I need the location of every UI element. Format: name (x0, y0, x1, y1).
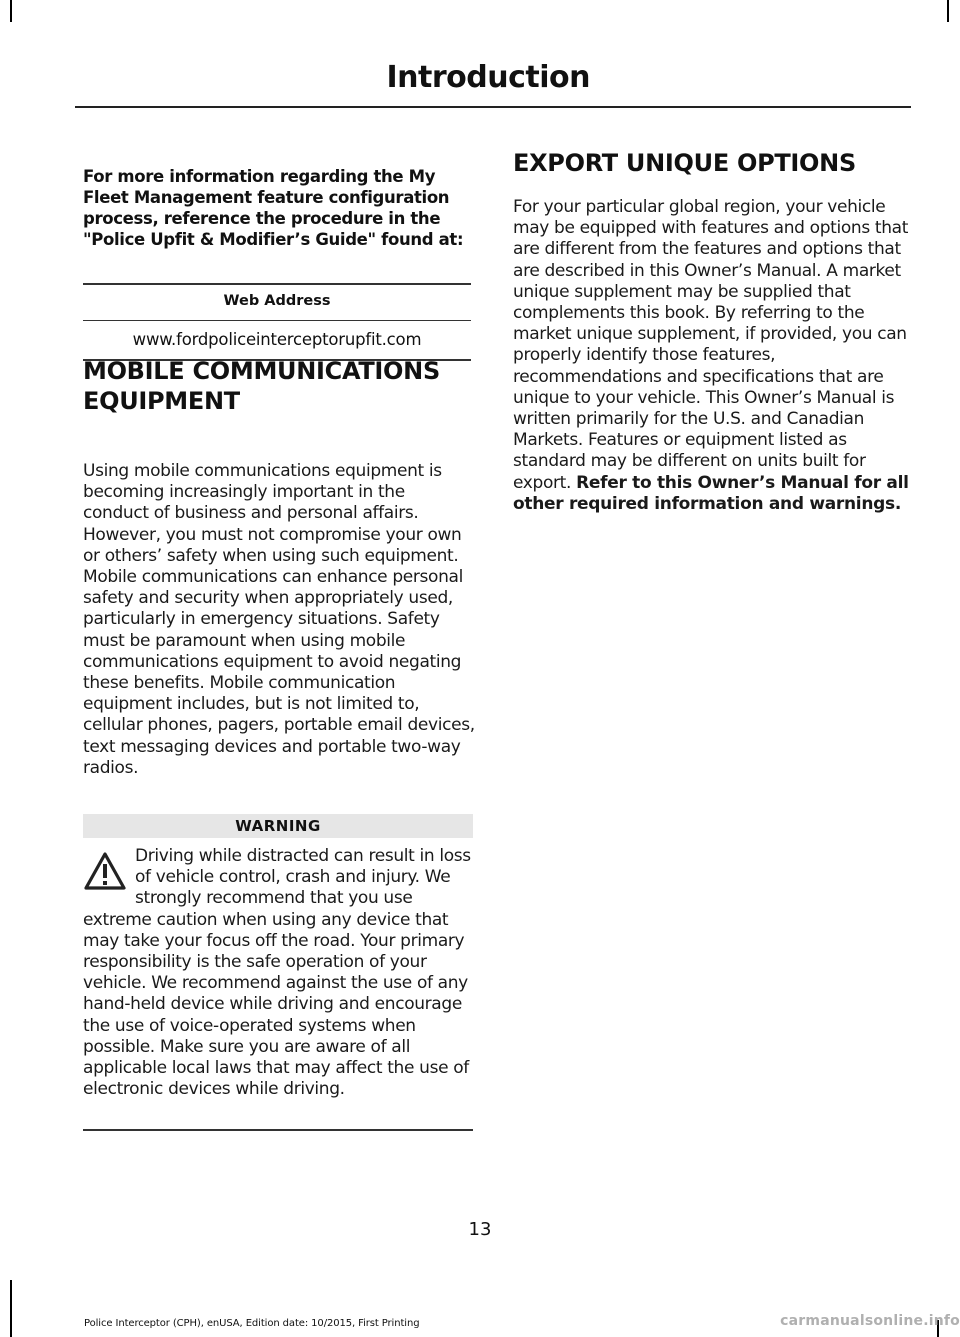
crop-mark-bottom-left (10, 1280, 12, 1337)
web-address-header: Web Address (83, 285, 471, 321)
web-address-link[interactable]: www.fordpoliceinterceptorupfit.com (132, 330, 422, 349)
header-rule (75, 106, 911, 108)
page-number: 13 (468, 1219, 492, 1240)
crop-mark-top-left (10, 0, 12, 22)
intro-bold-paragraph: For more information regarding the My Fleet Management feature configuration process, reference the procedure in the "Police Upfit & Modifier’s Guide" found at: (83, 167, 464, 249)
edition-footer: Police Interceptor (CPH), enUSA, Edition date: 10/2015, First Printing (84, 1318, 420, 1329)
crop-mark-top-right (947, 0, 949, 22)
export-unique-options-heading: EXPORT UNIQUE OPTIONS (513, 149, 856, 177)
web-address-table (83, 283, 471, 361)
watermark: carmanualsonline.info (780, 1313, 960, 1329)
export-paragraph-text: For your particular global region, your vehicle may be equipped with features and options that are different from the features and options that are described in this Owner’s Manual. A market unique supplement may be supplied that complements this book. By referring to the market unique supplement, if provided, you can properly identify those features, recommendations and specifications that are unique to your vehicle. This Owner’s Manual is written primarily for the U.S. and Canadian Markets. Features or equipment listed as standard may be different on units built for export. (513, 197, 909, 493)
mobile-communications-heading: MOBILE COMMUNICATIONS EQUIPMENT (83, 357, 440, 415)
export-unique-options-paragraph (513, 197, 909, 515)
warning-body (83, 846, 475, 1100)
export-paragraph-emphasis: Refer to this Owner’s Manual for all other required information and warnings. (513, 472, 909, 514)
warning-text: Driving while distracted can result in loss of vehicle control, crash and injury. We strongly recommend that you use extreme caution when using any device that may take your focus off the road. Your primary responsibility is the safe operation of your vehicle. We recommend against the use of any hand-held device while driving and encourage the use of voice-operated systems when possible. Make sure you are aware of all applicable local laws that may affect the use of electronic devices while driving. (83, 846, 471, 1100)
warning-title: WARNING (83, 814, 473, 838)
mobile-communications-paragraph: Using mobile communications equipment is becoming increasingly important in the conduct of business and personal affairs. However, you must not compromise your own or others’ safety when using such equipment. Mobile communications can enhance personal safety and security when appropriately used, particularly in emergency situations. Safety must be paramount when using mobile communications equipment to avoid negating these benefits. Mobile communication equipment includes, but is not limited to, cellular phones, pagers, portable email devices, text messaging devices and portable two-way radios. (83, 461, 475, 778)
warning-bottom-rule (83, 1129, 473, 1131)
page-header-title: Introduction (386, 60, 590, 95)
warning-triangle-icon (83, 848, 127, 904)
